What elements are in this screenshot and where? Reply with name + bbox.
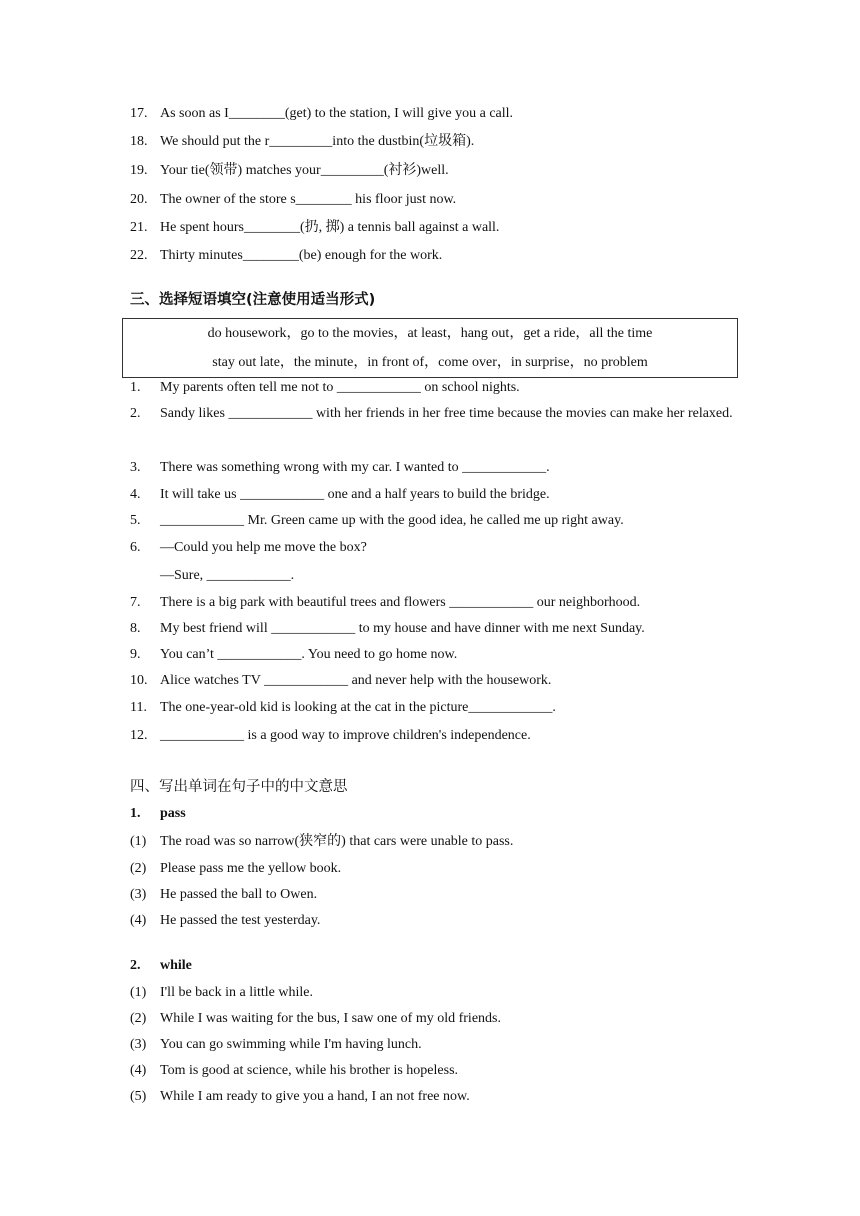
list-item (130, 828, 770, 856)
item-number: 22. (130, 248, 148, 263)
list-item (130, 156, 770, 186)
item-text: The owner of the store s________ his floor just now. (160, 192, 457, 207)
list-item (130, 454, 740, 482)
item-number: (4) (130, 1063, 147, 1078)
item-number: 8. (130, 621, 141, 636)
word-group-while (130, 952, 770, 1110)
item-text: As soon as I________(get) to the station, I will give you a call. (160, 106, 514, 121)
item-number: 18. (130, 134, 148, 149)
item-text: He spent hours________(扔, 掷) a tennis ball against a wall. (160, 220, 500, 235)
item-number: 3. (130, 460, 141, 475)
item-text: My parents often tell me not to ____________ on school nights. (160, 380, 520, 395)
list-item (130, 616, 740, 642)
item-number: (1) (130, 985, 147, 1000)
item-number: (3) (130, 887, 147, 902)
item-text: The one-year-old kid is looking at the cat in the picture____________. (160, 700, 556, 715)
item-number: 20. (130, 192, 148, 207)
list-item (130, 856, 770, 882)
item-number: 6. (130, 540, 141, 555)
word-group-pass (130, 800, 770, 934)
item-number: 1. (130, 806, 141, 821)
item-text: While I am ready to give you a hand, I an not free now. (160, 1089, 470, 1104)
list-item (130, 1006, 770, 1032)
item-text: Please pass me the yellow book. (160, 861, 342, 876)
item-text: We should put the r_________into the dustbin(垃圾箱). (160, 134, 475, 149)
list-item (130, 482, 740, 508)
item-number: (1) (130, 834, 147, 849)
item-number: 7. (130, 595, 141, 610)
item-text: Tom is good at science, while his brother is hopeless. (160, 1063, 459, 1078)
item-number: 5. (130, 513, 141, 528)
phrase-fill-list (130, 375, 740, 750)
list-item (130, 186, 770, 214)
item-number: (3) (130, 1037, 147, 1052)
item-number: 19. (130, 163, 148, 178)
item-text: He passed the ball to Owen. (160, 887, 318, 902)
item-text: You can’t ____________. You need to go home now. (160, 647, 458, 662)
item-number: 9. (130, 647, 141, 662)
item-number: 1. (130, 380, 141, 395)
item-number: (4) (130, 913, 147, 928)
section-three-heading: 三、选择短语填空(注意使用适当形式) (130, 292, 376, 308)
list-item (130, 508, 740, 534)
item-number: 21. (130, 220, 148, 235)
item-text: Your tie(领带) matches your_________(衬衫)well. (160, 163, 449, 178)
word-title (130, 800, 770, 828)
section-four-heading: 四、写出单词在句子中的中文意思 (130, 779, 348, 795)
item-number: (2) (130, 1011, 147, 1026)
list-item (130, 375, 740, 401)
list-item (130, 1084, 770, 1110)
list-item (130, 100, 770, 128)
word-form-list (130, 100, 770, 270)
item-text: —Sure, ____________. (160, 568, 295, 583)
list-item (130, 242, 770, 270)
list-item (130, 534, 740, 562)
item-text: I'll be back in a little while. (160, 985, 313, 1000)
word-label: while (160, 958, 192, 973)
item-number: (5) (130, 1089, 147, 1104)
item-text: My best friend will ____________ to my house and have dinner with me next Sunday. (160, 621, 645, 636)
phrase-line-1: do housework，go to the movies，at least，hang out，get a ride，all the time (207, 326, 653, 341)
word-title (130, 952, 770, 980)
list-item (130, 722, 740, 750)
item-text: —Could you help me move the box? (160, 540, 367, 555)
list-item (130, 1032, 770, 1058)
item-number: 2. (130, 958, 141, 973)
word-label: pass (160, 806, 186, 821)
list-item (130, 668, 740, 694)
list-item (130, 882, 770, 908)
item-text: Alice watches TV ____________ and never help with the housework. (160, 673, 552, 688)
item-text: Sandy likes ____________ with her friends in her free time because the movies can make her relaxed. (160, 406, 733, 421)
item-text: Thirty minutes________(be) enough for the work. (160, 248, 443, 263)
item-number: 10. (130, 673, 148, 688)
list-item (130, 401, 740, 454)
item-text: He passed the test yesterday. (160, 913, 321, 928)
list-item (130, 128, 770, 156)
phrase-line-2: stay out late，the minute，in front of，come over，in surprise，no problem (212, 355, 648, 370)
list-item-continued (130, 562, 740, 590)
item-number: 4. (130, 487, 141, 502)
item-number: 12. (130, 728, 148, 743)
list-item (130, 214, 770, 242)
list-item (130, 694, 740, 722)
item-text: ____________ Mr. Green came up with the good idea, he called me up right away. (160, 513, 624, 528)
item-number: 2. (130, 406, 141, 421)
list-item (130, 980, 770, 1006)
item-number: (2) (130, 861, 147, 876)
list-item (130, 1058, 770, 1084)
item-text: While I was waiting for the bus, I saw one of my old friends. (160, 1011, 501, 1026)
item-text: You can go swimming while I'm having lunch. (160, 1037, 422, 1052)
list-item (130, 908, 770, 934)
list-item (130, 642, 740, 668)
item-text: There was something wrong with my car. I wanted to ____________. (160, 460, 550, 475)
item-text: It will take us ____________ one and a half years to build the bridge. (160, 487, 550, 502)
item-text: ____________ is a good way to improve children's independence. (160, 728, 531, 743)
item-number: 11. (130, 700, 147, 715)
list-item (130, 590, 740, 616)
phrase-box (122, 318, 738, 378)
item-number: 17. (130, 106, 148, 121)
item-text: There is a big park with beautiful trees and flowers ____________ our neighborhood. (160, 595, 641, 610)
item-text: The road was so narrow(狭窄的) that cars were unable to pass. (160, 834, 514, 849)
